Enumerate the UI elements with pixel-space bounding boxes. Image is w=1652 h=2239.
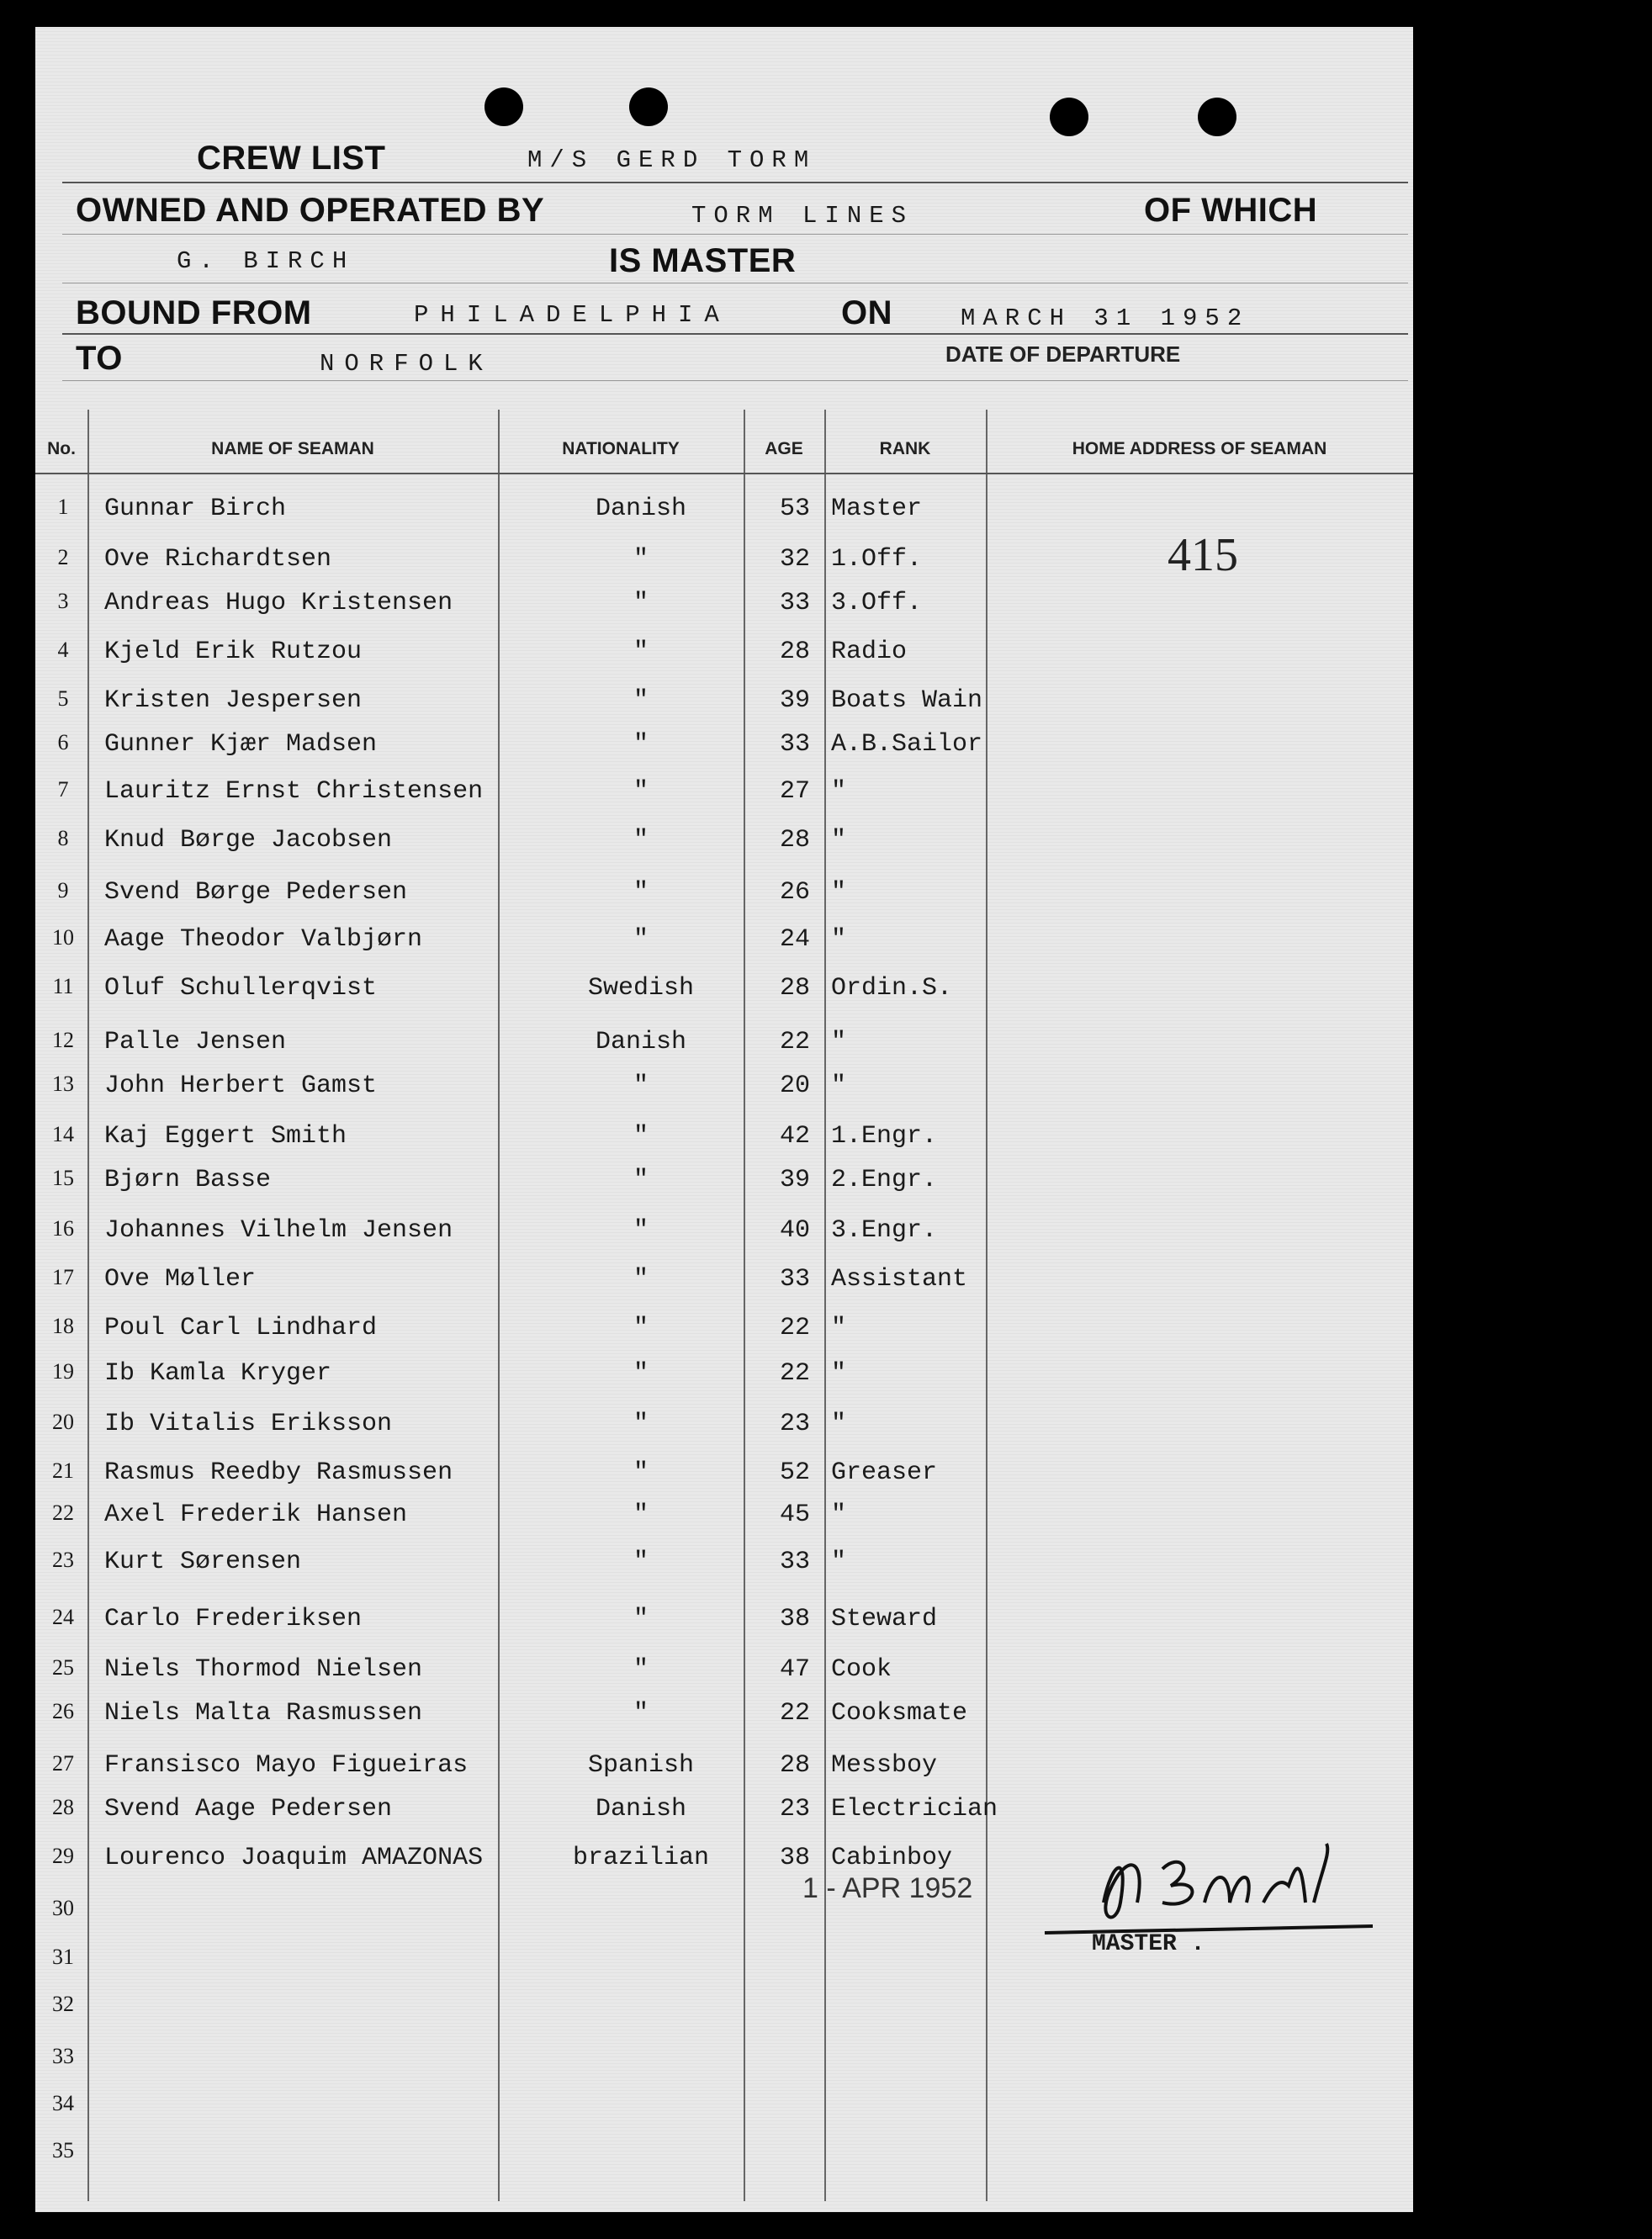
table-row: [35, 2138, 1413, 2172]
table-row: [35, 589, 1413, 622]
seaman-name: Kjeld Erik Rutzou: [104, 638, 363, 666]
seaman-age: 33: [779, 1265, 810, 1294]
row-number: 32: [52, 1992, 74, 2016]
seaman-rank: Radio: [831, 638, 908, 666]
seaman-age: 33: [779, 730, 810, 759]
seaman-name: Carlo Frederiksen: [104, 1605, 363, 1633]
row-number: 3: [57, 589, 69, 613]
table-row: [35, 1501, 1413, 1534]
seaman-age: 47: [779, 1655, 810, 1684]
table-row: [35, 1548, 1413, 1581]
punch-hole: [629, 87, 668, 126]
header-rule: [62, 182, 1408, 183]
table-row: [35, 1314, 1413, 1347]
seaman-age: 38: [779, 1605, 810, 1633]
seaman-rank: ": [831, 826, 847, 855]
row-number: 13: [52, 1072, 74, 1096]
table-row: [35, 1458, 1413, 1492]
table-row: [35, 1992, 1413, 2025]
seaman-rank: ": [831, 878, 847, 907]
seaman-nationality: ": [633, 545, 649, 574]
seaman-age: 24: [779, 925, 810, 954]
row-number: 2: [57, 545, 69, 569]
seaman-nationality: ": [633, 1314, 649, 1342]
row-number: 15: [52, 1166, 74, 1190]
seaman-name: Gunnar Birch: [104, 495, 287, 523]
seaman-rank: 1.Off.: [831, 545, 923, 574]
seaman-rank: ": [831, 1028, 847, 1056]
column-header-name: NAME OF SEAMAN: [211, 439, 374, 458]
row-number: 21: [52, 1458, 74, 1483]
table-row: [35, 1166, 1413, 1199]
seaman-age: 33: [779, 1548, 810, 1576]
seaman-nationality: ": [633, 878, 649, 907]
row-number: 8: [57, 826, 69, 850]
seaman-rank: Steward: [831, 1605, 938, 1633]
seaman-age: 53: [779, 495, 810, 523]
table-row: [35, 1699, 1413, 1733]
seaman-age: 40: [779, 1216, 810, 1245]
punch-hole: [1198, 98, 1236, 136]
row-number: 6: [57, 730, 69, 754]
master-title: MASTER .: [1092, 1931, 1205, 1957]
seaman-name: Svend Aage Pedersen: [104, 1795, 393, 1823]
bound-from-label: BOUND FROM: [76, 294, 312, 331]
punch-hole: [484, 87, 523, 126]
master-signature: [1036, 1827, 1381, 1945]
row-number: 23: [52, 1548, 74, 1572]
table-row: [35, 1410, 1413, 1443]
row-number: 11: [52, 974, 74, 998]
row-number: 30: [52, 1896, 74, 1920]
seaman-name: Fransisco Mayo Figueiras: [104, 1751, 469, 1780]
column-separator: [824, 410, 826, 2201]
row-number: 25: [52, 1655, 74, 1680]
column-separator: [744, 410, 745, 2201]
on-label: ON: [841, 294, 892, 331]
seaman-age: 22: [779, 1359, 810, 1388]
row-number: 14: [52, 1122, 74, 1146]
row-number: 1: [57, 495, 69, 519]
seaman-rank: ": [831, 777, 847, 806]
table-row: [35, 1122, 1413, 1156]
column-header-rank: RANK: [879, 439, 931, 458]
seaman-rank: Boats Wain: [831, 686, 983, 715]
seaman-age: 20: [779, 1072, 810, 1100]
seaman-name: Ib Kamla Kryger: [104, 1359, 332, 1388]
seaman-nationality: ": [633, 589, 649, 617]
date-of-departure-label: DATE OF DEPARTURE: [945, 341, 1181, 367]
seaman-nationality: ": [633, 1216, 649, 1245]
table-row: [35, 638, 1413, 671]
seaman-nationality: ": [633, 638, 649, 666]
header-rule: [62, 380, 1408, 381]
table-row: [35, 2091, 1413, 2125]
seaman-rank: Cooksmate: [831, 1699, 968, 1728]
seaman-nationality: ": [633, 1410, 649, 1438]
to-label: TO: [76, 340, 123, 377]
table-row: [35, 1795, 1413, 1829]
seaman-nationality: Spanish: [587, 1751, 695, 1780]
seaman-nationality: ": [633, 826, 649, 855]
seaman-rank: ": [831, 1359, 847, 1388]
row-number: 9: [57, 878, 69, 902]
seaman-rank: 3.Off.: [831, 589, 923, 617]
row-number: 29: [52, 1844, 74, 1868]
seaman-rank: 3.Engr.: [831, 1216, 938, 1245]
row-number: 5: [57, 686, 69, 711]
seaman-nationality: Danish: [595, 495, 687, 523]
row-number: 10: [52, 925, 74, 950]
seaman-name: Knud Børge Jacobsen: [104, 826, 393, 855]
seaman-rank: Master: [831, 495, 923, 523]
owner-name: TORM LINES: [691, 202, 914, 230]
seaman-name: Aage Theodor Valbjørn: [104, 925, 423, 954]
column-separator: [986, 410, 987, 2201]
seaman-age: 32: [779, 545, 810, 574]
table-row: [35, 1605, 1413, 1638]
seaman-nationality: ": [633, 1501, 649, 1529]
table-row: [35, 878, 1413, 912]
seaman-age: 26: [779, 878, 810, 907]
row-number: 35: [52, 2138, 74, 2162]
seaman-rank: Cook: [831, 1655, 892, 1684]
crew-list-sheet: [35, 27, 1413, 2212]
table-row: [35, 686, 1413, 720]
seaman-nationality: ": [633, 777, 649, 806]
of-which-label: OF WHICH: [1144, 192, 1318, 229]
seaman-nationality: brazilian: [572, 1844, 710, 1872]
seaman-nationality: Danish: [595, 1028, 687, 1056]
seaman-age: 28: [779, 826, 810, 855]
table-row: [35, 495, 1413, 528]
seaman-name: Poul Carl Lindhard: [104, 1314, 378, 1342]
seaman-nationality: ": [633, 1699, 649, 1728]
seaman-name: Gunner Kjær Madsen: [104, 730, 378, 759]
column-separator: [87, 410, 89, 2201]
row-number: 7: [57, 777, 69, 802]
seaman-age: 39: [779, 1166, 810, 1194]
seaman-nationality: ": [633, 1265, 649, 1294]
seaman-age: 23: [779, 1410, 810, 1438]
destination-port: NORFOLK: [320, 350, 493, 378]
table-row: [35, 1216, 1413, 1250]
master-name: G. BIRCH: [177, 247, 355, 275]
row-number: 28: [52, 1795, 74, 1819]
seaman-rank: A.B.Sailor: [831, 730, 983, 759]
departure-date: MARCH 31 1952: [961, 304, 1250, 332]
seaman-age: 28: [779, 638, 810, 666]
seaman-age: 33: [779, 589, 810, 617]
seaman-name: Svend Børge Pedersen: [104, 878, 408, 907]
seaman-nationality: ": [633, 1359, 649, 1388]
column-header-no: No.: [47, 439, 76, 458]
seaman-name: Kristen Jespersen: [104, 686, 363, 715]
seaman-nationality: ": [633, 1122, 649, 1151]
seaman-name: Bjørn Basse: [104, 1166, 272, 1194]
seaman-name: Ove Richardtsen: [104, 545, 332, 574]
punch-hole: [1050, 98, 1088, 136]
seaman-nationality: ": [633, 730, 649, 759]
row-number: 22: [52, 1501, 74, 1525]
seaman-age: 42: [779, 1122, 810, 1151]
seaman-rank: ": [831, 1410, 847, 1438]
seaman-name: Johannes Vilhelm Jensen: [104, 1216, 453, 1245]
seaman-name: Lourenco Joaquim AMAZONAS: [104, 1844, 484, 1872]
crew-list-label: CREW LIST: [197, 140, 386, 177]
seaman-age: 28: [779, 974, 810, 1003]
row-number: 27: [52, 1751, 74, 1776]
seaman-rank: ": [831, 1548, 847, 1576]
row-number: 18: [52, 1314, 74, 1338]
seaman-rank: ": [831, 1314, 847, 1342]
row-number: 16: [52, 1216, 74, 1241]
seaman-age: 28: [779, 1751, 810, 1780]
seaman-nationality: ": [633, 1072, 649, 1100]
seaman-age: 52: [779, 1458, 810, 1487]
row-number: 19: [52, 1359, 74, 1384]
seaman-nationality: ": [633, 1458, 649, 1487]
table-row: [35, 1359, 1413, 1393]
seaman-name: John Herbert Gamst: [104, 1072, 378, 1100]
header-rule: [62, 234, 1408, 235]
column-header-address: HOME ADDRESS OF SEAMAN: [1072, 439, 1327, 458]
seaman-name: Niels Malta Rasmussen: [104, 1699, 423, 1728]
seaman-name: Niels Thormod Nielsen: [104, 1655, 423, 1684]
date-stamp: 1 - APR 1952: [802, 1872, 973, 1904]
seaman-age: 22: [779, 1028, 810, 1056]
seaman-age: 45: [779, 1501, 810, 1529]
seaman-rank: Ordin.S.: [831, 974, 953, 1003]
seaman-nationality: ": [633, 925, 649, 954]
row-number: 24: [52, 1605, 74, 1629]
seaman-nationality: Swedish: [587, 974, 695, 1003]
table-row: [35, 2044, 1413, 2078]
seaman-age: 38: [779, 1844, 810, 1872]
row-number: 20: [52, 1410, 74, 1434]
column-header-age: AGE: [765, 439, 803, 458]
table-row: [35, 777, 1413, 811]
seaman-rank: Greaser: [831, 1458, 938, 1487]
seaman-nationality: ": [633, 1605, 649, 1633]
seaman-age: 23: [779, 1795, 810, 1823]
seaman-rank: ": [831, 1501, 847, 1529]
owned-operated-label: OWNED AND OPERATED BY: [76, 192, 545, 229]
seaman-name: Andreas Hugo Kristensen: [104, 589, 453, 617]
table-row: [35, 1265, 1413, 1299]
table-row: [35, 1945, 1413, 1978]
table-row: [35, 826, 1413, 860]
seaman-rank: ": [831, 1072, 847, 1100]
row-number: 12: [52, 1028, 74, 1052]
seaman-rank: Cabinboy: [831, 1844, 953, 1872]
table-row: [35, 545, 1413, 579]
bound-from-port: PHILADELPHIA: [414, 301, 731, 329]
row-number: 34: [52, 2091, 74, 2115]
seaman-nationality: ": [633, 1655, 649, 1684]
table-row: [35, 925, 1413, 959]
row-number: 31: [52, 1945, 74, 1969]
seaman-name: Ove Møller: [104, 1265, 257, 1294]
column-header-rule: [35, 473, 1413, 474]
page-number: 415: [1168, 529, 1238, 581]
table-row: [35, 1751, 1413, 1785]
seaman-rank: Electrician: [831, 1795, 998, 1823]
seaman-name: Kurt Sørensen: [104, 1548, 302, 1576]
table-row: [35, 974, 1413, 1008]
seaman-nationality: Danish: [595, 1795, 687, 1823]
row-number: 26: [52, 1699, 74, 1723]
seaman-name: Oluf Schullerqvist: [104, 974, 378, 1003]
seaman-nationality: ": [633, 1166, 649, 1194]
seaman-age: 22: [779, 1699, 810, 1728]
is-master-label: IS MASTER: [609, 242, 797, 279]
table-row: [35, 730, 1413, 764]
seaman-nationality: ": [633, 686, 649, 715]
table-row: [35, 1028, 1413, 1061]
seaman-rank: 2.Engr.: [831, 1166, 938, 1194]
column-header-nationality: NATIONALITY: [562, 439, 680, 458]
column-separator: [498, 410, 500, 2201]
table-row: [35, 1655, 1413, 1689]
seaman-name: Lauritz Ernst Christensen: [104, 777, 484, 806]
seaman-age: 22: [779, 1314, 810, 1342]
seaman-age: 39: [779, 686, 810, 715]
seaman-rank: Messboy: [831, 1751, 938, 1780]
seaman-name: Rasmus Reedby Rasmussen: [104, 1458, 453, 1487]
seaman-age: 27: [779, 777, 810, 806]
row-number: 17: [52, 1265, 74, 1289]
seaman-name: Palle Jensen: [104, 1028, 287, 1056]
row-number: 33: [52, 2044, 74, 2068]
header-rule: [62, 333, 1408, 335]
seaman-name: Ib Vitalis Eriksson: [104, 1410, 393, 1438]
seaman-name: Kaj Eggert Smith: [104, 1122, 347, 1151]
seaman-name: Axel Frederik Hansen: [104, 1501, 408, 1529]
seaman-rank: Assistant: [831, 1265, 968, 1294]
seaman-rank: ": [831, 925, 847, 954]
table-row: [35, 1072, 1413, 1105]
seaman-rank: 1.Engr.: [831, 1122, 938, 1151]
seaman-nationality: ": [633, 1548, 649, 1576]
row-number: 4: [57, 638, 69, 662]
vessel-name: M/S GERD TORM: [527, 146, 817, 174]
